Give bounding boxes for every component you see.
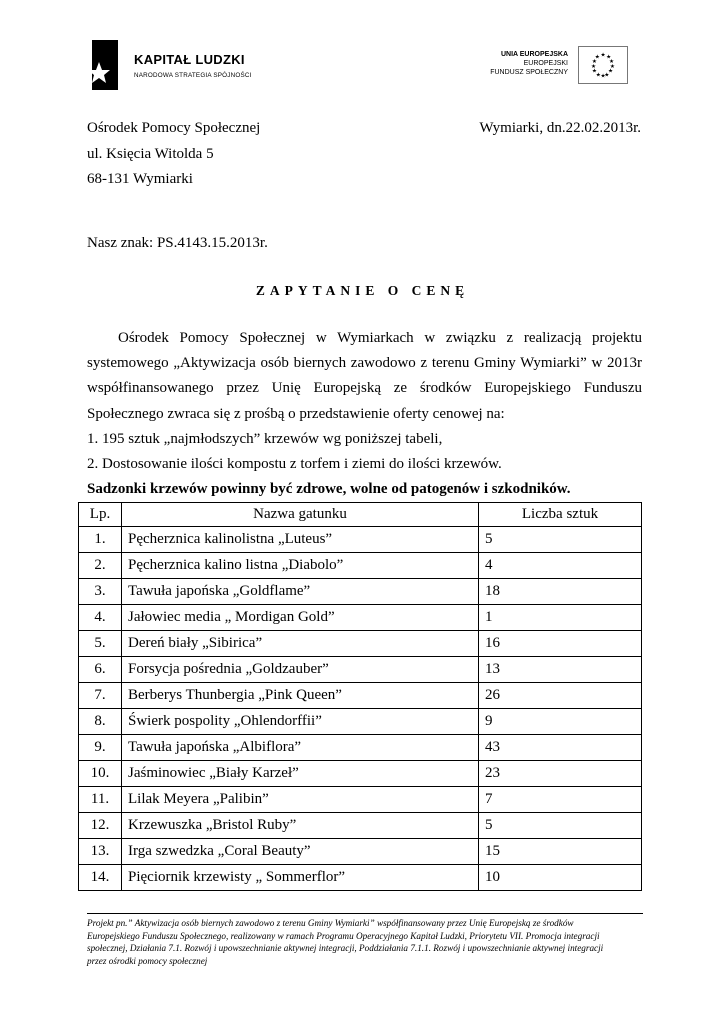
cell-count: 5 — [479, 527, 642, 553]
cell-name: Irga szwedzka „Coral Beauty” — [122, 839, 479, 865]
table-row — [79, 579, 642, 605]
table-row — [79, 761, 642, 787]
cell-lp: 11. — [79, 787, 122, 813]
cell-name: Tawuła japońska „Goldflame” — [122, 579, 479, 605]
list-item-1: 1. 195 sztuk „najmłodszych” krzewów wg poniższej tabeli, — [87, 431, 443, 447]
cell-count: 15 — [479, 839, 642, 865]
table-body — [79, 527, 642, 891]
table-row — [79, 839, 642, 865]
svg-text:★: ★ — [609, 63, 616, 70]
svg-text:★: ★ — [594, 54, 600, 61]
cell-lp: 1. — [79, 527, 122, 553]
cell-count: 43 — [479, 735, 642, 761]
svg-text:★: ★ — [606, 54, 612, 61]
logo-left-title: KAPITAŁ LUDZKI — [134, 52, 245, 67]
cell-count: 18 — [479, 579, 642, 605]
table-header-row — [79, 503, 642, 527]
table-row — [79, 735, 642, 761]
body-line-4: Społecznego zwraca się z prośbą o przedstawienie oferty cenowej na: — [87, 406, 505, 422]
table-row — [79, 657, 642, 683]
list-item-2: 2. Dostosowanie ilości kompostu z torfem i ziemi do ilości krzewów. — [87, 456, 502, 472]
cell-lp: 3. — [79, 579, 122, 605]
table-row — [79, 865, 642, 891]
table-row — [79, 683, 642, 709]
svg-text:★: ★ — [595, 72, 601, 79]
body-line-1: Ośrodek Pomocy Społecznej w Wymiarkach w związku z realizacją projektu — [118, 330, 642, 346]
sender-city: 68-131 Wymiarki — [87, 171, 193, 187]
cell-count: 7 — [479, 787, 642, 813]
body-line-2: systemowego „Aktywizacja osób biernych zawodowo z terenu Gminy Wymiarki” w 2013r — [87, 355, 642, 371]
cell-lp: 5. — [79, 631, 122, 657]
cell-lp: 12. — [79, 813, 122, 839]
cell-lp: 8. — [79, 709, 122, 735]
footer-line-1: Projekt pn.” Aktywizacja osób biernych zawodowo z terenu Gminy Wymiarki” współfinansowany przez Unię Europejską ze środków — [87, 918, 574, 928]
eu-logo-line1: UNIA EUROPEJSKA — [500, 51, 568, 58]
logo-left-subtitle: NARODOWA STRATEGIA SPÓJNOŚCI — [134, 72, 252, 79]
header-name: Nazwa gatunku — [122, 503, 479, 527]
document-date: Wymiarki, dn.22.02.2013r. — [479, 120, 641, 136]
cell-lp: 7. — [79, 683, 122, 709]
cell-name: Berberys Thunbergia „Pink Queen” — [122, 683, 479, 709]
svg-text:★: ★ — [600, 73, 606, 80]
cell-lp: 6. — [79, 657, 122, 683]
cell-name: Forsycja pośrednia „Goldzauber” — [122, 657, 479, 683]
footer-line-3: społecznej, Działania 7.1. Rozwój i upowszechnianie aktywnej integracji, Poddziałania 7.1.1. Rozwój i upowszechnianie aktywnej integracji — [87, 943, 604, 953]
body-line-3: współfinansowanego przez Unię Europejską ze środków Europejskiego Funduszu — [87, 380, 642, 396]
table-row — [79, 527, 642, 553]
table-row — [79, 553, 642, 579]
header-lp: Lp. — [79, 503, 122, 527]
svg-text:★: ★ — [591, 59, 598, 66]
cell-name: Pęcherznica kalinolistna „Luteus” — [122, 527, 479, 553]
cell-lp: 13. — [79, 839, 122, 865]
table-row — [79, 605, 642, 631]
sender-name: Ośrodek Pomocy Społecznej — [87, 120, 261, 136]
eu-flag-icon — [578, 46, 628, 84]
reference-number: Nasz znak: PS.4143.15.2013r. — [87, 235, 268, 251]
cell-name: Dereń biały „Sibirica” — [122, 631, 479, 657]
cell-name: Krzewuszka „Bristol Ruby” — [122, 813, 479, 839]
table-row — [79, 787, 642, 813]
header-count: Liczba sztuk — [479, 503, 642, 527]
table-row — [79, 631, 642, 657]
cell-name: Lilak Meyera „Palibin” — [122, 787, 479, 813]
footer-note — [87, 917, 643, 967]
cell-count: 23 — [479, 761, 642, 787]
svg-text:★: ★ — [608, 68, 614, 75]
svg-text:★: ★ — [604, 72, 610, 79]
svg-text:★: ★ — [600, 52, 606, 59]
cell-count: 9 — [479, 709, 642, 735]
sender-street: ul. Księcia Witolda 5 — [87, 146, 214, 162]
eu-logo-line3: FUNDUSZ SPOŁECZNY — [490, 69, 568, 76]
cell-name: Jaśminowiec „Biały Karzeł” — [122, 761, 479, 787]
table-row — [79, 813, 642, 839]
svg-text:★: ★ — [590, 63, 597, 70]
cell-name: Tawuła japońska „Albiflora” — [122, 735, 479, 761]
cell-lp: 2. — [79, 553, 122, 579]
cell-name: Pięciornik krzewisty „ Sommerflor” — [122, 865, 479, 891]
cell-lp: 9. — [79, 735, 122, 761]
eu-logo-line2: EUROPEJSKI — [523, 60, 568, 67]
cell-name: Pęcherznica kalino listna „Diabolo” — [122, 553, 479, 579]
cell-name: Świerk pospolity „Ohlendorffii” — [122, 709, 479, 735]
document-title: ZAPYTANIE O CENĘ — [255, 283, 470, 298]
svg-text:★: ★ — [608, 59, 615, 66]
eu-logo — [488, 46, 628, 88]
cell-count: 5 — [479, 813, 642, 839]
footer-divider — [87, 913, 643, 914]
table-row — [79, 709, 642, 735]
cell-count: 16 — [479, 631, 642, 657]
requirement-note: Sadzonki krzewów powinny być zdrowe, wolne od patogenów i szkodników. — [87, 481, 571, 497]
cell-count: 4 — [479, 553, 642, 579]
cell-lp: 14. — [79, 865, 122, 891]
cell-count: 1 — [479, 605, 642, 631]
cell-lp: 10. — [79, 761, 122, 787]
cell-count: 13 — [479, 657, 642, 683]
footer-line-2: Europejskiego Funduszu Społecznego, realizowany w ramach Programu Operacyjnego Kapitał Ludzki, Priorytetu VII. Promocja integracji — [87, 930, 600, 941]
cell-lp: 4. — [79, 605, 122, 631]
svg-text:★: ★ — [591, 68, 598, 75]
cell-count: 26 — [479, 683, 642, 709]
cell-count: 10 — [479, 865, 642, 891]
footer-line-4: przez ośrodki pomocy społecznej — [87, 955, 208, 966]
cell-name: Jałowiec media „ Mordigan Gold” — [122, 605, 479, 631]
kapital-ludzki-star-icon — [88, 40, 122, 90]
kapital-ludzki-logo — [88, 40, 288, 92]
plants-table — [78, 502, 642, 891]
